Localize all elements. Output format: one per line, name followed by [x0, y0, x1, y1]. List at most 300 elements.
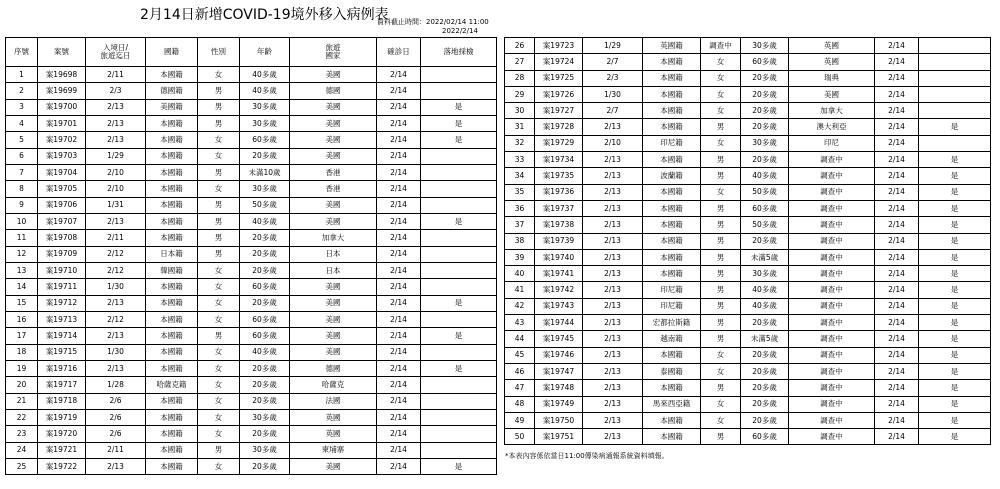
- cell-airport-test: 是: [919, 266, 991, 282]
- cell-case-no: 案19741: [535, 266, 583, 282]
- cell-confirm-date: 2/14: [377, 458, 421, 474]
- cell-seq: 40: [505, 266, 535, 282]
- table-row: [6, 393, 497, 409]
- cell-age: 20多歲: [240, 262, 290, 278]
- cell-airport-test: 是: [421, 99, 497, 115]
- cell-travel-country: 法國: [290, 393, 377, 409]
- cell-travel-country: 調查中: [789, 233, 875, 249]
- table-row: [6, 246, 497, 262]
- cell-sex: 男: [701, 233, 741, 249]
- cell-travel-country: 美國: [290, 311, 377, 327]
- cell-travel-country: 調查中: [789, 298, 875, 314]
- cell-age: 50多歲: [741, 217, 789, 233]
- cell-nationality: 印尼籍: [643, 298, 701, 314]
- cell-case-no: 案19708: [38, 230, 86, 246]
- cell-airport-test: [421, 197, 497, 213]
- cell-entry-date: 2/13: [583, 315, 643, 331]
- cell-nationality: 本國籍: [146, 328, 198, 344]
- cell-confirm-date: 2/14: [875, 217, 919, 233]
- cell-sex: 女: [198, 67, 240, 83]
- cell-confirm-date: 2/14: [377, 83, 421, 99]
- cell-case-no: 案19705: [38, 181, 86, 197]
- header-sex: 性別: [198, 38, 240, 67]
- cell-age: 20多歲: [741, 103, 789, 119]
- table-row: [505, 315, 991, 331]
- table-row: [6, 99, 497, 115]
- cell-nationality: 日本籍: [146, 246, 198, 262]
- cell-case-no: 案19720: [38, 426, 86, 442]
- table-row: [6, 148, 497, 164]
- cell-seq: 50: [505, 429, 535, 445]
- cell-confirm-date: 2/14: [377, 164, 421, 180]
- table-row: [505, 363, 991, 379]
- cell-case-no: 案19729: [535, 135, 583, 151]
- cell-seq: 47: [505, 380, 535, 396]
- cell-seq: 10: [6, 213, 38, 229]
- cell-entry-date: 1/30: [86, 344, 146, 360]
- cell-confirm-date: 2/14: [377, 230, 421, 246]
- cell-sex: 女: [198, 393, 240, 409]
- cell-age: 20多歲: [240, 426, 290, 442]
- table-row: [6, 360, 497, 376]
- cell-nationality: 本國籍: [643, 217, 701, 233]
- cell-seq: 46: [505, 363, 535, 379]
- cell-airport-test: 是: [421, 213, 497, 229]
- cell-age: 20多歲: [741, 86, 789, 102]
- cell-travel-country: 調查中: [789, 152, 875, 168]
- cell-confirm-date: 2/14: [377, 360, 421, 376]
- cell-confirm-date: 2/14: [377, 344, 421, 360]
- cell-airport-test: 是: [421, 328, 497, 344]
- cell-confirm-date: 2/14: [875, 347, 919, 363]
- cell-age: 30多歲: [240, 409, 290, 425]
- cell-travel-country: 美國: [290, 115, 377, 131]
- cell-seq: 7: [6, 164, 38, 180]
- cell-seq: 44: [505, 331, 535, 347]
- cell-confirm-date: 2/14: [875, 249, 919, 265]
- cell-travel-country: 調查中: [789, 266, 875, 282]
- cell-confirm-date: 2/14: [377, 67, 421, 83]
- cell-age: 20多歲: [741, 363, 789, 379]
- cell-airport-test: 是: [421, 132, 497, 148]
- cell-travel-country: 美國: [290, 67, 377, 83]
- cell-airport-test: [421, 83, 497, 99]
- cell-seq: 6: [6, 148, 38, 164]
- cell-sex: 男: [198, 164, 240, 180]
- table-row: [6, 230, 497, 246]
- cell-seq: 34: [505, 168, 535, 184]
- cell-age: 20多歲: [741, 380, 789, 396]
- cell-sex: 男: [701, 429, 741, 445]
- cell-confirm-date: 2/14: [377, 262, 421, 278]
- cell-airport-test: [919, 135, 991, 151]
- cell-nationality: 本國籍: [146, 213, 198, 229]
- cell-nationality: 本國籍: [643, 200, 701, 216]
- cell-nationality: 本國籍: [643, 86, 701, 102]
- table-row: [6, 442, 497, 458]
- cell-travel-country: 調查中: [789, 282, 875, 298]
- cell-travel-country: 美國: [290, 197, 377, 213]
- cell-nationality: 本國籍: [643, 347, 701, 363]
- cell-confirm-date: 2/14: [875, 152, 919, 168]
- cell-sex: 女: [198, 377, 240, 393]
- cell-airport-test: [919, 103, 991, 119]
- cell-sex: 男: [701, 298, 741, 314]
- cell-case-no: 案19735: [535, 168, 583, 184]
- cell-travel-country: 調查中: [789, 347, 875, 363]
- table-row: [6, 262, 497, 278]
- cell-age: 未滿10歲: [240, 164, 290, 180]
- cell-airport-test: 是: [919, 249, 991, 265]
- cell-travel-country: 調查中: [789, 396, 875, 412]
- table-row: [6, 426, 497, 442]
- cell-sex: 女: [198, 360, 240, 376]
- cell-sex: 女: [198, 295, 240, 311]
- cell-entry-date: 2/13: [583, 380, 643, 396]
- cell-airport-test: [919, 86, 991, 102]
- cell-entry-date: 1/31: [86, 197, 146, 213]
- cell-entry-date: 2/13: [583, 298, 643, 314]
- cell-travel-country: 柬埔寨: [290, 442, 377, 458]
- cell-travel-country: 德國: [290, 83, 377, 99]
- cell-confirm-date: 2/14: [875, 168, 919, 184]
- cell-sex: 女: [701, 70, 741, 86]
- cell-case-no: 案19711: [38, 279, 86, 295]
- cell-confirm-date: 2/14: [377, 311, 421, 327]
- cell-entry-date: 2/13: [583, 152, 643, 168]
- header-seq: 序號: [6, 38, 38, 67]
- cell-case-no: 案19698: [38, 67, 86, 83]
- cell-seq: 33: [505, 152, 535, 168]
- cell-nationality: 馬來西亞籍: [643, 396, 701, 412]
- cell-airport-test: 是: [919, 184, 991, 200]
- cell-travel-country: 美國: [290, 148, 377, 164]
- cell-nationality: 本國籍: [146, 132, 198, 148]
- cell-age: 20多歲: [741, 119, 789, 135]
- data-cutoff-time: 資料截止時間：2022/02/14 11:00: [377, 18, 489, 26]
- cell-nationality: 本國籍: [146, 458, 198, 474]
- cell-age: 20多歲: [240, 377, 290, 393]
- cell-age: 20多歲: [240, 458, 290, 474]
- cell-case-no: 案19751: [535, 429, 583, 445]
- cell-seq: 42: [505, 298, 535, 314]
- cell-case-no: 案19706: [38, 197, 86, 213]
- cell-age: 20多歲: [741, 233, 789, 249]
- cell-sex: 男: [701, 331, 741, 347]
- cell-confirm-date: 2/14: [377, 132, 421, 148]
- cell-travel-country: 調查中: [789, 380, 875, 396]
- cell-entry-date: 2/11: [86, 230, 146, 246]
- header-age: 年齡: [240, 38, 290, 67]
- cell-case-no: 案19707: [38, 213, 86, 229]
- cell-airport-test: 是: [919, 429, 991, 445]
- cell-case-no: 案19719: [38, 409, 86, 425]
- cell-travel-country: 香港: [290, 181, 377, 197]
- cell-airport-test: 是: [919, 331, 991, 347]
- cell-entry-date: 2/13: [583, 168, 643, 184]
- cell-nationality: 本國籍: [643, 249, 701, 265]
- cell-airport-test: 是: [919, 200, 991, 216]
- cell-travel-country: 加拿大: [290, 230, 377, 246]
- cell-age: 40多歲: [240, 67, 290, 83]
- cell-sex: 男: [701, 380, 741, 396]
- cell-airport-test: 是: [919, 315, 991, 331]
- cell-sex: 女: [198, 181, 240, 197]
- cell-confirm-date: 2/14: [875, 119, 919, 135]
- page-title: 2月14日新增COVID-19境外移入病例表: [140, 7, 389, 23]
- table-row: [505, 298, 991, 314]
- cell-seq: 23: [6, 426, 38, 442]
- cell-travel-country: 英國: [290, 409, 377, 425]
- cell-age: 30多歲: [240, 99, 290, 115]
- cell-age: 60多歲: [741, 429, 789, 445]
- cell-nationality: 波蘭籍: [643, 168, 701, 184]
- cell-case-no: 案19750: [535, 412, 583, 428]
- cell-case-no: 案19704: [38, 164, 86, 180]
- cell-seq: 25: [6, 458, 38, 474]
- cell-entry-date: 2/13: [583, 217, 643, 233]
- cell-confirm-date: 2/14: [377, 197, 421, 213]
- cell-nationality: 哈薩克籍: [146, 377, 198, 393]
- cell-travel-country: 英國: [290, 426, 377, 442]
- cell-sex: 男: [198, 442, 240, 458]
- cell-airport-test: [421, 148, 497, 164]
- cell-age: 20多歲: [741, 315, 789, 331]
- cell-nationality: 本國籍: [146, 344, 198, 360]
- table-row: [505, 86, 991, 102]
- cell-seq: 1: [6, 67, 38, 83]
- cell-entry-date: 2/13: [86, 458, 146, 474]
- cell-sex: 男: [198, 230, 240, 246]
- cell-nationality: 本國籍: [146, 230, 198, 246]
- cell-nationality: 本國籍: [146, 426, 198, 442]
- cell-seq: 13: [6, 262, 38, 278]
- cell-seq: 39: [505, 249, 535, 265]
- cell-nationality: 本國籍: [643, 412, 701, 428]
- table-body-right: [505, 38, 991, 445]
- table-row: [505, 282, 991, 298]
- cell-age: 未滿5歲: [741, 331, 789, 347]
- cell-entry-date: 1/29: [86, 148, 146, 164]
- table-row: [6, 83, 497, 99]
- cell-sex: 男: [701, 168, 741, 184]
- cell-confirm-date: 2/14: [875, 429, 919, 445]
- cell-age: 20多歲: [741, 347, 789, 363]
- cell-seq: 30: [505, 103, 535, 119]
- cell-nationality: 印尼籍: [643, 135, 701, 151]
- cell-sex: 男: [198, 83, 240, 99]
- cell-case-no: 案19725: [535, 70, 583, 86]
- table-row: [505, 70, 991, 86]
- cell-case-no: 案19737: [535, 200, 583, 216]
- cell-travel-country: 瑞典: [789, 70, 875, 86]
- cell-nationality: 本國籍: [146, 279, 198, 295]
- cell-age: 20多歲: [240, 295, 290, 311]
- cell-case-no: 案19709: [38, 246, 86, 262]
- cell-sex: 女: [198, 311, 240, 327]
- cell-case-no: 案19739: [535, 233, 583, 249]
- cell-sex: 女: [701, 347, 741, 363]
- cell-confirm-date: 2/14: [377, 295, 421, 311]
- cell-entry-date: 2/13: [86, 132, 146, 148]
- cell-case-no: 案19717: [38, 377, 86, 393]
- cell-sex: 女: [198, 132, 240, 148]
- cell-sex: 女: [701, 103, 741, 119]
- cell-age: 20多歲: [741, 396, 789, 412]
- cell-airport-test: [421, 262, 497, 278]
- cell-travel-country: 哈薩克: [290, 377, 377, 393]
- cell-travel-country: 美國: [290, 99, 377, 115]
- cell-entry-date: 2/13: [86, 213, 146, 229]
- cell-nationality: 英國籍: [643, 38, 701, 54]
- cell-seq: 35: [505, 184, 535, 200]
- cell-nationality: 本國籍: [146, 311, 198, 327]
- cell-case-no: 案19721: [38, 442, 86, 458]
- cell-sex: 女: [198, 426, 240, 442]
- cell-airport-test: 是: [919, 119, 991, 135]
- cell-airport-test: 是: [421, 458, 497, 474]
- cell-airport-test: [421, 164, 497, 180]
- cell-seq: 24: [6, 442, 38, 458]
- cell-sex: 女: [701, 412, 741, 428]
- cell-entry-date: 2/13: [583, 282, 643, 298]
- table-row: [505, 233, 991, 249]
- cell-case-no: 案19716: [38, 360, 86, 376]
- cell-nationality: 本國籍: [146, 393, 198, 409]
- cell-travel-country: 香港: [290, 164, 377, 180]
- cell-age: 20多歲: [240, 230, 290, 246]
- table-row: [6, 458, 497, 474]
- cell-case-no: 案19714: [38, 328, 86, 344]
- cell-sex: 女: [198, 262, 240, 278]
- cell-nationality: 泰國籍: [643, 363, 701, 379]
- cell-case-no: 案19710: [38, 262, 86, 278]
- cell-nationality: 本國籍: [146, 181, 198, 197]
- table-row: [6, 328, 497, 344]
- table-row: [505, 412, 991, 428]
- cell-entry-date: 2/13: [583, 233, 643, 249]
- cell-case-no: 案19746: [535, 347, 583, 363]
- cell-entry-date: 2/3: [583, 70, 643, 86]
- table-row: [505, 396, 991, 412]
- cell-age: 30多歲: [741, 38, 789, 54]
- cell-seq: 27: [505, 54, 535, 70]
- cell-confirm-date: 2/14: [875, 233, 919, 249]
- cell-travel-country: 印尼: [789, 135, 875, 151]
- cell-airport-test: 是: [919, 363, 991, 379]
- cell-travel-country: 調查中: [789, 249, 875, 265]
- cell-age: 未滿5歲: [741, 249, 789, 265]
- cell-confirm-date: 2/14: [377, 393, 421, 409]
- header-travel-country: 旅遊 國家: [290, 38, 377, 67]
- cell-entry-date: 2/13: [583, 396, 643, 412]
- cell-age: 40多歲: [240, 344, 290, 360]
- cell-confirm-date: 2/14: [377, 426, 421, 442]
- cases-table-right: [504, 37, 991, 445]
- cell-entry-date: 2/13: [86, 360, 146, 376]
- table-row: [6, 295, 497, 311]
- cell-airport-test: [919, 70, 991, 86]
- cell-nationality: 本國籍: [146, 295, 198, 311]
- cell-entry-date: 2/12: [86, 262, 146, 278]
- cell-case-no: 案19747: [535, 363, 583, 379]
- cell-case-no: 案19727: [535, 103, 583, 119]
- table-row: [6, 67, 497, 83]
- cell-sex: 女: [198, 458, 240, 474]
- cell-seq: 32: [505, 135, 535, 151]
- cell-confirm-date: 2/14: [875, 315, 919, 331]
- cell-airport-test: 是: [919, 347, 991, 363]
- cell-age: 40多歲: [741, 168, 789, 184]
- cell-seq: 9: [6, 197, 38, 213]
- cell-airport-test: [919, 54, 991, 70]
- table-row: [6, 181, 497, 197]
- cell-seq: 29: [505, 86, 535, 102]
- cell-age: 20多歲: [240, 360, 290, 376]
- cell-seq: 16: [6, 311, 38, 327]
- cell-nationality: 本國籍: [146, 360, 198, 376]
- cell-confirm-date: 2/14: [377, 442, 421, 458]
- cell-confirm-date: 2/14: [875, 396, 919, 412]
- table-header-row: [6, 38, 497, 67]
- cell-entry-date: 2/13: [583, 249, 643, 265]
- cell-sex: 調查中: [701, 38, 741, 54]
- cell-travel-country: 調查中: [789, 184, 875, 200]
- cell-airport-test: [421, 246, 497, 262]
- cell-seq: 36: [505, 200, 535, 216]
- cell-case-no: 案19724: [535, 54, 583, 70]
- cell-travel-country: 調查中: [789, 217, 875, 233]
- cell-nationality: 本國籍: [643, 103, 701, 119]
- cell-airport-test: [421, 67, 497, 83]
- cell-case-no: 案19744: [535, 315, 583, 331]
- cell-confirm-date: 2/14: [377, 279, 421, 295]
- cell-seq: 41: [505, 282, 535, 298]
- cell-age: 30多歲: [741, 266, 789, 282]
- cell-entry-date: 2/13: [86, 115, 146, 131]
- cell-entry-date: 2/6: [86, 393, 146, 409]
- cell-nationality: 本國籍: [643, 429, 701, 445]
- cell-entry-date: 2/7: [583, 103, 643, 119]
- cell-age: 30多歲: [240, 181, 290, 197]
- cell-airport-test: 是: [919, 396, 991, 412]
- cell-age: 60多歲: [240, 132, 290, 148]
- cell-seq: 14: [6, 279, 38, 295]
- cell-confirm-date: 2/14: [875, 54, 919, 70]
- cell-airport-test: [421, 377, 497, 393]
- cell-nationality: 本國籍: [643, 266, 701, 282]
- cell-airport-test: 是: [421, 115, 497, 131]
- cell-sex: 男: [701, 282, 741, 298]
- cell-sex: 男: [701, 217, 741, 233]
- cell-entry-date: 2/3: [86, 83, 146, 99]
- cell-confirm-date: 2/14: [377, 148, 421, 164]
- cell-nationality: 韓國籍: [146, 262, 198, 278]
- cell-travel-country: 調查中: [789, 331, 875, 347]
- table-row: [6, 197, 497, 213]
- table-row: [505, 168, 991, 184]
- cell-travel-country: 美國: [290, 458, 377, 474]
- cell-age: 20多歲: [240, 246, 290, 262]
- cell-nationality: 越南籍: [643, 331, 701, 347]
- cell-nationality: 本國籍: [643, 119, 701, 135]
- cell-airport-test: 是: [421, 295, 497, 311]
- cell-entry-date: 2/13: [86, 99, 146, 115]
- cell-entry-date: 2/11: [86, 67, 146, 83]
- header-nationality: 國籍: [146, 38, 198, 67]
- cell-case-no: 案19723: [535, 38, 583, 54]
- cell-case-no: 案19703: [38, 148, 86, 164]
